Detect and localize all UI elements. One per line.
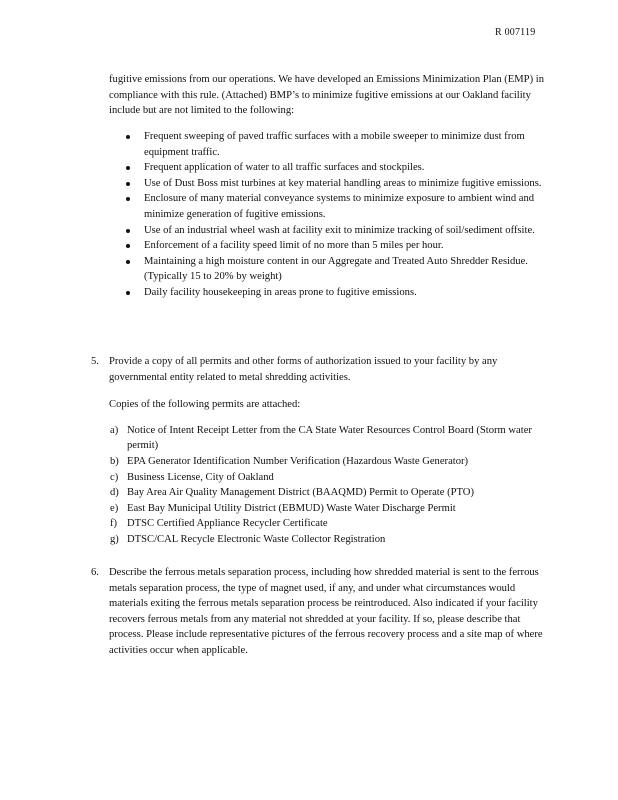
permits-intro: Copies of the following permits are attached: — [109, 399, 301, 411]
question-5 — [91, 354, 551, 548]
item-letter: g) — [110, 533, 119, 545]
item-letter: a) — [110, 424, 119, 436]
item-letter: b) — [110, 455, 119, 467]
intro-paragraph: fugitive emissions from our operations. We have developed an Emissions Minimization Plan (EMP) in compliance with this rule. (Attached) BMP’s to minimize fugitive emissions at our Oakland facility include but are not limited to the following: — [109, 74, 544, 117]
question-6 — [91, 565, 551, 659]
bullet-icon — [126, 291, 130, 295]
list-item: c) Business License, City of Oakland — [110, 470, 550, 486]
list-item: Use of an industrial wheel wash at facility exit to minimize tracking of soil/sediment offsite. — [126, 223, 566, 239]
bullet-icon — [126, 182, 130, 186]
item-letter: e) — [110, 502, 119, 514]
list-item: e) East Bay Municipal Utility District (EBMUD) Waste Water Discharge Permit — [110, 501, 550, 517]
bmp-bullet-list — [126, 129, 566, 301]
list-item: Daily facility housekeeping in areas prone to fugitive emissions. — [126, 285, 566, 301]
question-text: Describe the ferrous metals separation process, including how shredded material is sent to the ferrous metals separation process, the type of magnet used, if any, and under what circumstances would materials exiting the ferrous metals separation process be reintroduced. Also indicated if your facility recovers ferrous metals from any material not shredded at your facility. If so, please describe that process. Please include representative pictures of the ferrous recovery process and a site map of where activities occur when applicable. — [109, 567, 543, 656]
bullet-icon — [126, 244, 130, 248]
item-letter: f) — [110, 518, 118, 530]
bullet-icon — [126, 229, 130, 233]
list-item: b) EPA Generator Identification Number Verification (Hazardous Waste Generator) — [110, 454, 550, 470]
bullet-icon — [126, 260, 130, 264]
list-item: Enclosure of many material conveyance systems to minimize exposure to ambient wind and minimize generation of fugitive emissions. — [126, 191, 566, 222]
list-item: g) DTSC/CAL Recycle Electronic Waste Collector Registration — [110, 532, 550, 548]
item-letter: d) — [110, 487, 119, 499]
list-item: a) Notice of Intent Receipt Letter from the CA State Water Resources Control Board (Storm water permit) — [110, 424, 532, 452]
permits-list — [110, 423, 550, 548]
bullet-icon — [126, 166, 130, 170]
question-number: 5. — [91, 356, 99, 367]
bullet-icon — [126, 135, 130, 139]
list-item: f) DTSC Certified Appliance Recycler Certificate — [110, 516, 550, 532]
list-item: Use of Dust Boss mist turbines at key material handling areas to minimize fugitive emissions. — [126, 176, 566, 192]
item-letter: c) — [110, 471, 119, 483]
list-item: Maintaining a high moisture content in our Aggregate and Treated Auto Shredder Residue. (Typically 15 to 20% by weight) — [126, 254, 566, 285]
list-item: Frequent application of water to all traffic surfaces and stockpiles. — [126, 160, 566, 176]
list-item: d) Bay Area Air Quality Management District (BAAQMD) Permit to Operate (PTO) — [110, 485, 550, 501]
question-text: Provide a copy of all permits and other forms of authorization issued to your facility by any governmental entity related to metal shredding activities. — [109, 356, 498, 383]
page-identifier: R 007119 — [495, 27, 536, 38]
list-item: Frequent sweeping of paved traffic surfaces with a mobile sweeper to minimize dust from equipment traffic. — [126, 129, 566, 160]
list-item: Enforcement of a facility speed limit of no more than 5 miles per hour. — [126, 238, 566, 254]
question-number: 6. — [91, 567, 99, 578]
bullet-icon — [126, 197, 130, 201]
